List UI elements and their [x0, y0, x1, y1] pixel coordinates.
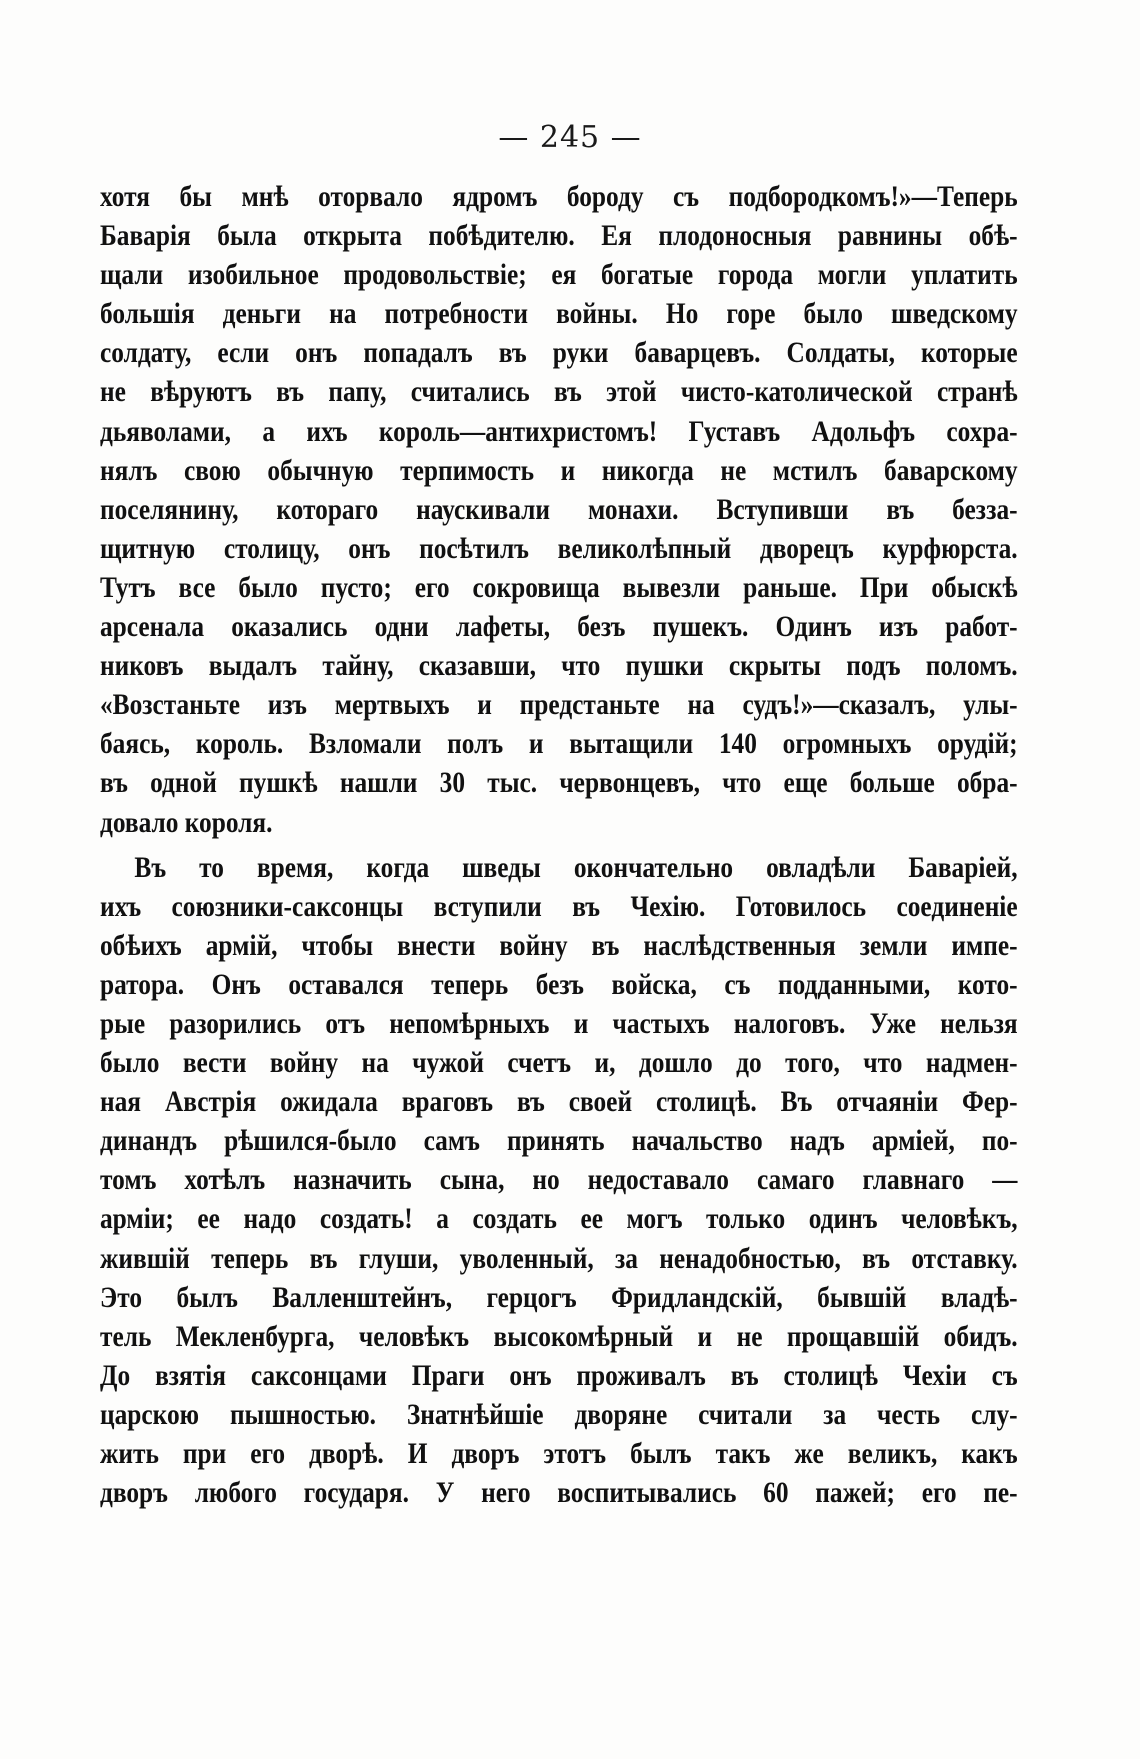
text-line: щали изобильное продовольствіе; ея богатые города могли уплатить: [100, 259, 1018, 292]
text-line: динандъ рѣшился-было самъ принять начальство надъ арміей, по-: [100, 1125, 1018, 1158]
text-line: большія деньги на потребности войны. Но горе было шведскому: [100, 298, 1018, 331]
paragraph-2: [100, 849, 1018, 1514]
text-line: «Возстаньте изъ мертвыхъ и предстаньте на судъ!»—сказалъ, улы-: [100, 689, 1018, 722]
text-line: До взятія саксонцами Праги онъ проживалъ въ столицѣ Чехіи съ: [100, 1359, 1018, 1392]
text-line: жившій теперь въ глуши, уволенный, за ненадобностью, въ отставку.: [100, 1242, 1018, 1275]
text-line: дьяволами, а ихъ король—антихристомъ! Густавъ Адольфъ сохра-: [100, 415, 1018, 448]
page-text: [100, 178, 1018, 1513]
text-line: томъ хотѣлъ назначить сына, но недоставало самаго главнаго —: [100, 1164, 1018, 1197]
text-line: жить при его дворѣ. И дворъ этотъ былъ такъ же великъ, какъ: [100, 1438, 1018, 1470]
paragraph-1: [100, 178, 1018, 843]
text-line: солдату, если онъ попадалъ въ руки баварцевъ. Солдаты, которые: [100, 337, 1018, 370]
text-line: было вести войну на чужой счетъ и, дошло до того, что надмен-: [100, 1047, 1018, 1080]
text-line: Баварія была открыта побѣдителю. Ея плодоносныя равнины обѣ-: [100, 220, 1018, 253]
text-line: щитную столицу, онъ посѣтилъ великолѣпный дворецъ курфюрста.: [100, 532, 1018, 565]
text-line: арсенала оказались одни лафеты, безъ пушекъ. Одинъ изъ работ-: [100, 611, 1018, 644]
text-line: поселянину, котораго наускивали монахи. Вступивши въ безза-: [100, 493, 1018, 526]
text-line: никовъ выдалъ тайну, сказавши, что пушки скрыты подъ поломъ.: [100, 650, 1018, 683]
text-line: тель Мекленбурга, человѣкъ высокомѣрный и не прощавшій обидъ.: [100, 1320, 1018, 1353]
text-line: нялъ свою обычную терпимость и никогда не мстилъ баварскому: [100, 454, 1018, 487]
text-line: въ одной пушкѣ нашли 30 тыс. червонцевъ, что еще больше обра-: [100, 767, 1018, 800]
text-line: довало короля.: [100, 806, 273, 839]
text-line: рые разорились отъ непомѣрныхъ и частыхъ налоговъ. Уже нельзя: [100, 1007, 1018, 1040]
text-line: ная Австрія ожидала враговъ въ своей столицѣ. Въ отчаяніи Фер-: [100, 1086, 1018, 1119]
text-line: баясь, король. Взломали полъ и вытащили 140 огромныхъ орудій;: [100, 728, 1018, 761]
text-line: арміи; ее надо создать! а создать ее могъ только одинъ человѣкъ,: [100, 1203, 1018, 1236]
text-line: обѣихъ армій, чтобы внести войну въ наслѣдственныя земли импе-: [100, 929, 1018, 962]
text-line: не вѣруютъ въ папу, считались въ этой чисто-католической странѣ: [100, 376, 1018, 409]
text-line: дворъ любого государя. У него воспитывались 60 пажей; его пе-: [100, 1477, 1018, 1510]
text-line: Это былъ Валленштейнъ, герцогъ Фридландскій, бывшій владѣ-: [100, 1281, 1018, 1314]
text-line: Въ то время, когда шведы окончательно овладѣли Баваріей,: [134, 851, 1018, 884]
text-line: ихъ союзники-саксонцы вступили въ Чехію. Готовилось соединеніе: [100, 890, 1018, 923]
text-line: хотя бы мнѣ оторвало ядромъ бороду съ подбородкомъ!»—Теперь: [100, 181, 1018, 213]
text-line: царскою пышностью. Знатнѣйшіе дворяне считали за честь слу-: [100, 1398, 1018, 1431]
page-number: — 245 —: [498, 120, 642, 155]
text-line: ратора. Онъ оставался теперь безъ войска, съ подданными, кото-: [100, 968, 1018, 1001]
text-line: Тутъ все было пусто; его сокровища вывезли раньше. При обыскѣ: [100, 571, 1018, 604]
